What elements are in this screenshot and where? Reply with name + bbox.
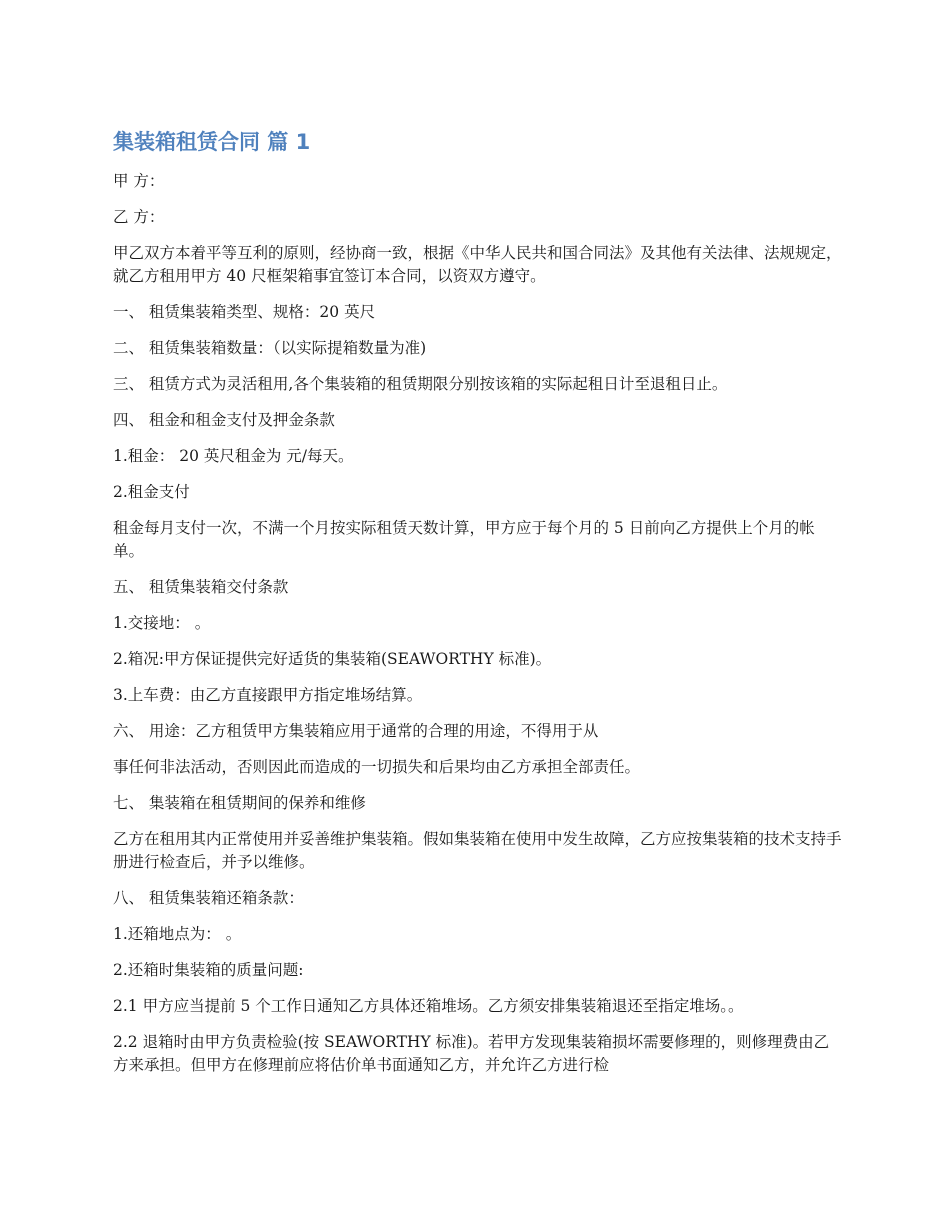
clause-8-heading: 八、 租赁集装箱还箱条款： bbox=[113, 889, 304, 907]
preamble-paragraph: 甲乙双方本着平等互利的原则，经协商一致，根据《中华人民共和国合同法》及其他有关法律、法规规定，就乙方租用甲方 40 尺框架箱事宜签订本合同，以资双方遵守。 bbox=[113, 244, 842, 285]
clause-1-container-type: 一、 租赁集装箱类型、规格：20 英尺 bbox=[113, 303, 376, 321]
clause-4-2-rent-payment: 2.租金支付 bbox=[113, 483, 190, 501]
clause-5-1-handover-place: 1.交接地： 。 bbox=[113, 614, 211, 632]
clause-8-2-1: 2.1 甲方应当提前 5 个工作日通知乙方具体还箱堆场。乙方须安排集装箱退还至指定堆场。。 bbox=[113, 997, 744, 1015]
clause-2-container-quantity: 二、 租赁集装箱数量：（以实际提箱数量为准) bbox=[113, 339, 427, 357]
clause-8-2-quality-issues: 2.还箱时集装箱的质量问题: bbox=[113, 961, 304, 979]
clause-3-lease-method: 三、 租赁方式为灵活租用,各个集装箱的租赁期限分别按该箱的实际起租日计至退租日止。 bbox=[113, 375, 728, 393]
clause-6-usage-continued: 事任何非法活动，否则因此而造成的一切损失和后果均由乙方承担全部责任。 bbox=[113, 758, 641, 776]
clause-5-heading: 五、 租赁集装箱交付条款 bbox=[113, 578, 289, 596]
clause-6-usage: 六、 用途：乙方租赁甲方集装箱应用于通常的合理的用途，不得用于从 bbox=[113, 722, 599, 740]
clause-4-1-rent: 1.租金： 20 英尺租金为 元/每天。 bbox=[113, 447, 354, 465]
maintenance-paragraph: 乙方在租用其内正常使用并妥善维护集装箱。假如集装箱在使用中发生故障，乙方应按集装箱的技术支持手册进行检查后，并予以维修。 bbox=[113, 830, 842, 871]
party-b-line: 乙 方： bbox=[113, 208, 165, 226]
clause-8-2-2: 2.2 退箱时由甲方负责检验(按 SEAWORTHY 标准)。若甲方发现集装箱损坏需要修理的，则修理费由乙方来承担。但甲方在修理前应将估价单书面通知乙方，并允许乙方进行检 bbox=[113, 1033, 830, 1074]
party-a-line: 甲 方： bbox=[113, 172, 165, 190]
clause-7-heading: 七、 集装箱在租赁期间的保养和维修 bbox=[113, 794, 366, 812]
clause-8-1-return-place: 1.还箱地点为： 。 bbox=[113, 925, 242, 943]
rent-payment-paragraph: 租金每月支付一次，不满一个月按实际租赁天数计算，甲方应于每个月的 5 日前向乙方提供上个月的帐单。 bbox=[113, 519, 815, 560]
clause-5-2-container-condition: 2.箱况:甲方保证提供完好适货的集装箱(SEAWORTHY 标准)。 bbox=[113, 650, 552, 668]
clause-4-heading: 四、 租金和租金支付及押金条款 bbox=[113, 411, 335, 429]
clause-5-3-loading-fee: 3.上车费：由乙方直接跟甲方指定堆场结算。 bbox=[113, 686, 423, 704]
document-title: 集装箱租赁合同 篇 1 bbox=[113, 130, 311, 154]
